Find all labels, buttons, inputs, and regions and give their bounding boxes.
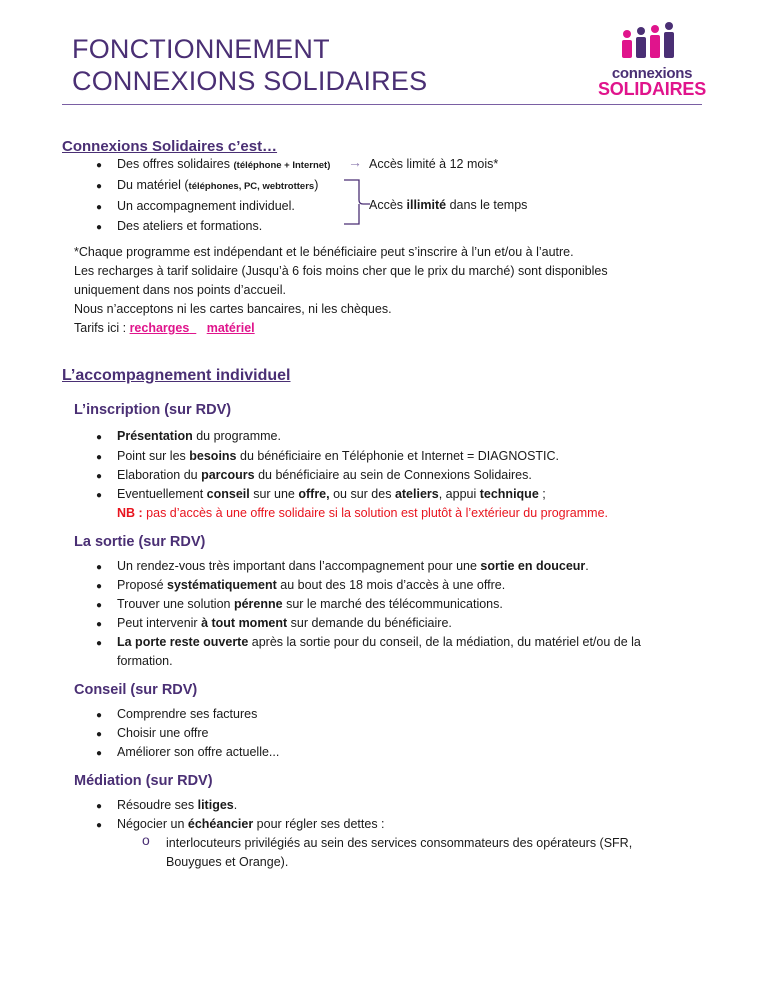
intro-item-accompagnement: Un accompagnement individuel. bbox=[117, 199, 295, 213]
bullet-icon: ● bbox=[96, 471, 103, 482]
sortie-item-3: Trouver une solution pérenne sur le marché des télécommunications. bbox=[117, 597, 503, 611]
bullet-icon: ● bbox=[96, 600, 103, 611]
logo-word-solidaires: SOLIDAIRES bbox=[597, 79, 706, 99]
conseil-item-2: Choisir une offre bbox=[117, 726, 209, 740]
hollow-bullet-icon: o bbox=[142, 832, 150, 848]
bullet-icon: ● bbox=[96, 638, 103, 649]
note-line-4: Nous n’acceptons ni les cartes bancaires, ni les chèques. bbox=[74, 302, 392, 316]
header-divider bbox=[62, 104, 702, 105]
recharges-link[interactable]: recharges bbox=[129, 321, 190, 335]
mediation-subitem-1: interlocuteurs privilégiés au sein des services consommateurs des opérateurs (SFR, bbox=[166, 836, 633, 850]
page-title-line1: FONCTIONNEMENT bbox=[72, 34, 330, 64]
tarifs-line bbox=[74, 319, 255, 337]
inscription-item-4: Eventuellement conseil sur une offre, ou sur des ateliers, appui technique ; bbox=[117, 487, 546, 501]
bullet-icon: ● bbox=[96, 581, 103, 592]
bullet-icon: ● bbox=[96, 710, 103, 721]
mediation-heading: Médiation (sur RDV) bbox=[74, 773, 213, 789]
bullet-icon: ● bbox=[96, 222, 103, 233]
bullet-icon: ● bbox=[96, 202, 103, 213]
bullet-icon: ● bbox=[96, 452, 103, 463]
bullet-icon: ● bbox=[96, 801, 103, 812]
access-limited-text: Accès limité à 12 mois* bbox=[369, 157, 499, 171]
bullet-icon: ● bbox=[96, 820, 103, 831]
conseil-heading: Conseil (sur RDV) bbox=[74, 682, 198, 698]
inscription-heading: L’inscription (sur RDV) bbox=[74, 402, 232, 418]
note-line-1: *Chaque programme est indépendant et le bénéficiaire peut s’inscrire à l’un et/ou à l’autre. bbox=[74, 245, 574, 259]
bullet-icon: ● bbox=[96, 748, 103, 759]
bullet-icon: ● bbox=[96, 160, 103, 171]
conseil-item-3: Améliorer son offre actuelle... bbox=[117, 745, 280, 759]
sortie-item-5-cont: formation. bbox=[117, 654, 173, 668]
bullet-icon: ● bbox=[96, 181, 103, 192]
tarifs-label: Tarifs ici : bbox=[74, 321, 130, 335]
access-unlimited-text: Accès illimité dans le temps bbox=[369, 198, 528, 212]
mediation-subitem-1-cont: Bouygues et Orange). bbox=[166, 855, 289, 869]
inscription-item-2: Point sur les besoins du bénéficiaire en Téléphonie et Internet = DIAGNOSTIC. bbox=[117, 449, 560, 463]
people-icon bbox=[619, 22, 685, 62]
inscription-item-1: Présentation du programme. bbox=[117, 429, 281, 443]
intro-item-materiel: Du matériel (téléphones, PC, webtrotters) bbox=[117, 178, 319, 192]
intro-item-offres: Des offres solidaires (téléphone + Internet) bbox=[117, 157, 331, 171]
intro-item-ateliers: Des ateliers et formations. bbox=[117, 219, 263, 233]
mediation-item-2: Négocier un échéancier pour régler ses dettes : bbox=[117, 817, 385, 831]
sortie-heading: La sortie (sur RDV) bbox=[74, 534, 206, 550]
sortie-item-2: Proposé systématiquement au bout des 18 mois d’accès à une offre. bbox=[117, 578, 506, 592]
bullet-icon: ● bbox=[96, 729, 103, 740]
note-line-3: uniquement dans nos points d’accueil. bbox=[74, 283, 286, 297]
bullet-icon: ● bbox=[96, 619, 103, 630]
bullet-icon: ● bbox=[96, 562, 103, 573]
mediation-item-1: Résoudre ses litiges. bbox=[117, 798, 238, 812]
bracket-icon bbox=[343, 178, 371, 228]
bullet-icon: ● bbox=[96, 432, 103, 443]
sortie-item-1: Un rendez-vous très important dans l’accompagnement pour une sortie en douceur. bbox=[117, 559, 589, 573]
inscription-nb-note: NB : pas d’accès à une offre solidaire si la solution est plutôt à l’extérieur du programme. bbox=[117, 506, 608, 520]
arrow-right-icon: → bbox=[348, 154, 362, 170]
sortie-item-5: La porte reste ouverte après la sortie pour du conseil, de la médiation, du matériel et/ou de la bbox=[117, 635, 641, 649]
materiel-link[interactable]: matériel bbox=[206, 321, 255, 335]
inscription-item-3: Elaboration du parcours du bénéficiaire au sein de Connexions Solidaires. bbox=[117, 468, 532, 482]
accompagnement-heading: L’accompagnement individuel bbox=[62, 367, 291, 384]
logo-word-connexions: connexions bbox=[611, 65, 693, 82]
connexions-solidaires-logo bbox=[597, 22, 707, 102]
bullet-icon: ● bbox=[96, 490, 103, 501]
sortie-item-4: Peut intervenir à tout moment sur demande du bénéficiaire. bbox=[117, 616, 452, 630]
note-line-2: Les recharges à tarif solidaire (Jusqu’à 6 fois moins cher que le prix du marché) sont disponibles bbox=[74, 264, 608, 278]
page-title-line2: CONNEXIONS SOLIDAIRES bbox=[72, 66, 428, 96]
intro-heading: Connexions Solidaires c’est… bbox=[62, 138, 278, 155]
conseil-item-1: Comprendre ses factures bbox=[117, 707, 258, 721]
